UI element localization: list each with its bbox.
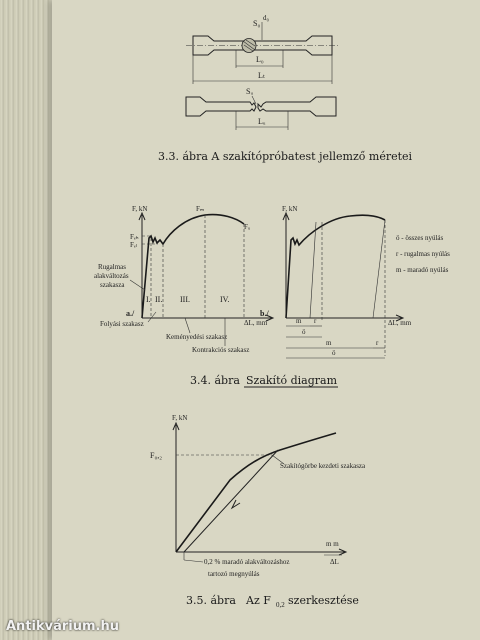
figure-3-5 — [150, 414, 366, 609]
label-lt: Lₜ — [258, 71, 266, 80]
annot-kemenyedesi: Keményedési szakasz — [166, 333, 228, 341]
legend-r: r - rugalmas nyúlás — [396, 250, 450, 258]
annot-rugalmas-2: alakváltozás — [94, 272, 129, 280]
figure-3-5-caption-tail: szerkesztése — [288, 594, 359, 607]
label-m-long: m — [326, 339, 332, 347]
label-feh: Fₑₕ — [130, 233, 139, 241]
figure-3-4-left — [94, 205, 273, 354]
annot-folyasi: Folyási szakasz — [100, 320, 144, 328]
figure-3-4-caption-title: Szakító diagram — [246, 374, 338, 387]
figure-3-3-caption: 3.3. ábra A szakítópróbatest jellemző méretei — [158, 150, 413, 163]
figure-3-5-caption-sub: 0,2 — [276, 601, 285, 609]
label-o-short: ö — [302, 328, 306, 336]
note-line-1: 0,2 % maradó alakváltozáshoz — [204, 558, 290, 566]
label-su: Sᵤ — [246, 87, 254, 96]
y-axis-label: F, kN — [132, 205, 148, 213]
unload-line — [373, 220, 385, 318]
annot-rugalmas-1: Rugalmas — [98, 263, 126, 271]
zone-4: IV. — [220, 295, 230, 304]
zone-3: III. — [180, 295, 190, 304]
panel-label-a: a./ — [126, 309, 135, 318]
label-fu: Fᵤ — [244, 223, 251, 231]
leader-rugalmas — [130, 280, 145, 290]
legend-m: m - maradó nyúlás — [396, 266, 449, 274]
label-r-long: r — [376, 339, 379, 347]
label-f02: F₀,₂ — [150, 451, 163, 460]
y-axis-label: F, kN — [172, 414, 188, 422]
figure-3-4-right — [260, 205, 450, 358]
x-axis-unit: m m — [326, 540, 339, 548]
panel-label-b: b./ — [260, 309, 269, 318]
stress-strain-curve — [286, 215, 385, 318]
label-d0: d₀ — [263, 14, 269, 22]
specimen-broken-right — [258, 97, 336, 116]
label-s0: S₀ — [253, 19, 261, 28]
figure-3-5-caption-num: 3.5. ábra — [186, 594, 236, 607]
specimen-broken-left — [186, 97, 256, 116]
figure-3-4-caption-num: 3.4. ábra — [190, 374, 240, 387]
x-axis-label: ΔL, mm — [244, 319, 268, 327]
label-o-long: ö — [332, 349, 336, 357]
label-r-short: r — [314, 317, 317, 325]
label-fm: Fₘ — [196, 205, 205, 213]
label-fel: Fₑₗ — [130, 241, 137, 249]
label-m-short: m — [296, 317, 302, 325]
x-axis-label: ΔL — [330, 558, 339, 566]
annot-kontrakcios: Kontrakciós szakasz — [192, 346, 250, 354]
leader-folyasi — [148, 312, 156, 322]
x-axis-label: ΔL, mm — [388, 319, 412, 327]
offset-line — [184, 450, 278, 552]
label-lu: Lᵤ — [258, 117, 266, 126]
figure-3-3 — [158, 14, 413, 163]
legend-o: ö - összes nyúlás — [396, 234, 444, 242]
offset-arrow — [232, 500, 240, 508]
y-axis-label: F, kN — [282, 205, 298, 213]
curve-leader — [272, 455, 284, 464]
zone-2: II. — [155, 295, 163, 304]
note-leader — [184, 560, 203, 562]
figure-3-4-caption — [190, 374, 338, 387]
label-l0: L₀ — [256, 55, 264, 64]
curve-label: Szakítógörbe kezdeti szakasza — [280, 462, 366, 470]
watermark-logo: Antikvárium.hu — [6, 619, 119, 634]
annot-rugalmas-3: szakasza — [100, 281, 125, 289]
note-line-2: tartozó megnyúlás — [208, 570, 260, 578]
unload-line — [310, 222, 316, 318]
zone-1: I. — [146, 295, 151, 304]
figure-3-5-caption-title: Az F — [246, 594, 271, 607]
leader-kemenyedesi — [185, 318, 190, 333]
